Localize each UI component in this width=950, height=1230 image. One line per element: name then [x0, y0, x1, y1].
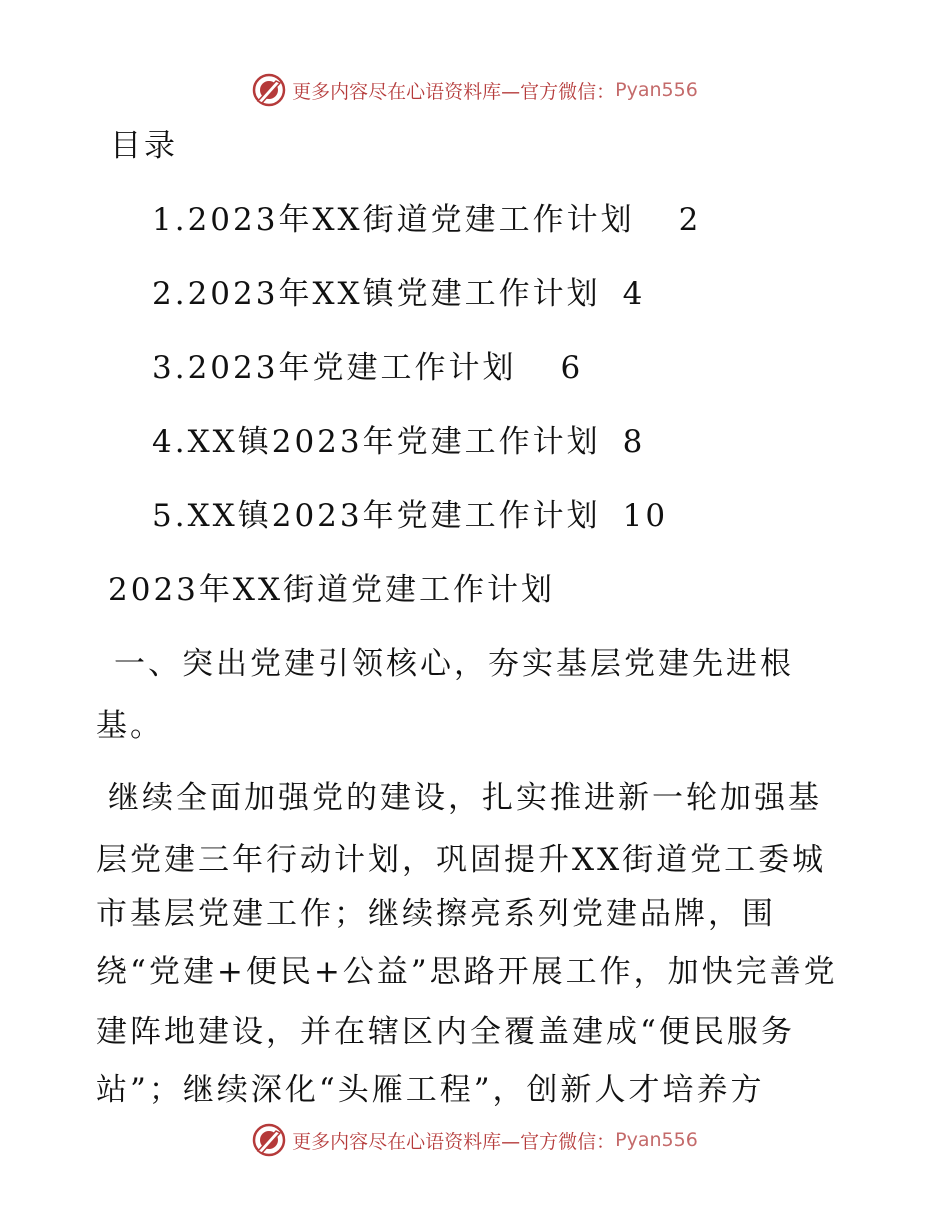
toc-item-label: 5.XX镇2023年党建工作计划 — [152, 498, 601, 534]
toc-item-5 — [152, 496, 668, 536]
toc-item-3 — [152, 348, 583, 388]
paragraph-line: 绕“党建+便民+公益”思路开展工作，加快完善党 — [96, 954, 838, 990]
watermark-wechat: Pyan556 — [615, 79, 698, 101]
section-heading-line-2: 基。 — [96, 708, 164, 744]
paragraph-line: 继续全面加强党的建设，扎实推进新一轮加强基 — [108, 780, 822, 816]
doc-title: 2023年XX街道党建工作计划 — [108, 572, 556, 608]
toc-item-page: 2 — [678, 202, 702, 238]
toc-title: 目录 — [110, 128, 178, 164]
toc-item-label: 3.2023年党建工作计划 — [152, 350, 517, 386]
paragraph-line: 层党建三年行动计划，巩固提升XX街道党工委城 — [96, 842, 827, 878]
watermark-wechat: Pyan556 — [615, 1129, 698, 1151]
pen-seal-icon — [252, 73, 286, 107]
section-heading-line-1: 一、突出党建引领核心，夯实基层党建先进根 — [114, 646, 794, 682]
footer-watermark — [0, 1120, 950, 1160]
watermark-text: 更多内容尽在心语资料库—官方微信： — [292, 80, 616, 103]
watermark-text: 更多内容尽在心语资料库—官方微信： — [292, 1130, 616, 1153]
toc-item-label: 1.2023年XX街道党建工作计划 — [152, 202, 635, 238]
toc-item-page: 8 — [622, 424, 646, 460]
paragraph-line: 市基层党建工作；继续擦亮系列党建品牌，围 — [96, 896, 776, 932]
toc-item-4 — [152, 422, 645, 462]
toc-item-label: 2.2023年XX镇党建工作计划 — [152, 276, 601, 312]
toc-item-label: 4.XX镇2023年党建工作计划 — [152, 424, 601, 460]
toc-item-2 — [152, 274, 645, 314]
header-watermark — [0, 70, 950, 110]
paragraph-line: 建阵地建设，并在辖区内全覆盖建成“便民服务 — [96, 1014, 795, 1050]
paragraph-line: 站”；继续深化“头雁工程”，创新人才培养方 — [96, 1072, 765, 1108]
toc-item-page: 4 — [622, 276, 646, 312]
toc-item-page: 10 — [622, 498, 669, 534]
toc-item-page: 6 — [560, 350, 584, 386]
pen-seal-icon — [252, 1123, 286, 1157]
toc-item-1 — [152, 200, 701, 240]
